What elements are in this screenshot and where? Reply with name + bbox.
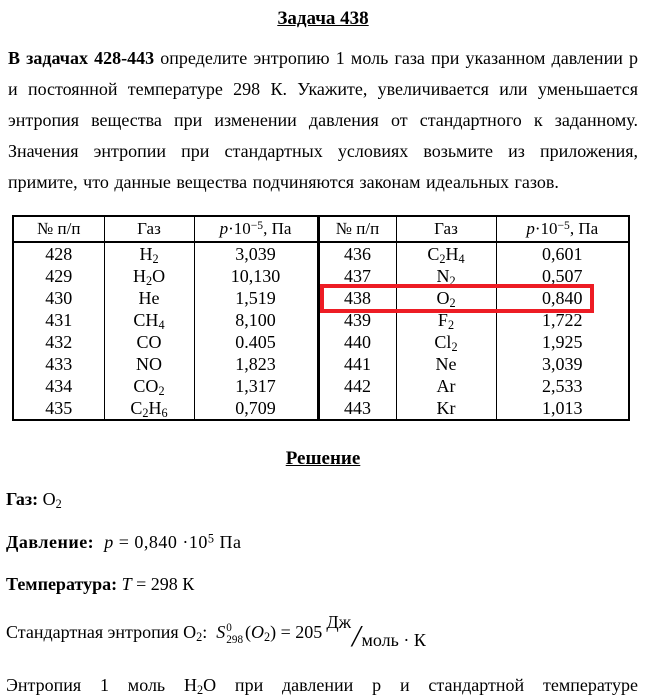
table-cell: 436 [318, 242, 396, 265]
solution-pressure-line [6, 532, 638, 553]
table-header-row [13, 216, 629, 242]
entropy-supsub [226, 622, 243, 646]
table-cell: 8,100 [194, 309, 318, 331]
table-cell: 441 [318, 353, 396, 375]
fraction-slash: / [352, 618, 361, 653]
problem-title-text: Задача 438 [277, 8, 369, 29]
table-cell: 428 [45, 244, 73, 264]
entropy-formula [216, 612, 426, 653]
table-cell: 1,519 [194, 287, 318, 309]
table-row [13, 265, 629, 287]
entropy-superscript: 0 [226, 621, 232, 634]
table-row [13, 309, 629, 331]
table-cell: 1,013 [496, 397, 629, 420]
problem-title [0, 0, 646, 30]
table-cell: 442 [318, 375, 396, 397]
table-cell: Ar [396, 375, 496, 397]
table-cell: 439 [318, 309, 396, 331]
table-row [13, 331, 629, 353]
entropy-value: = 205 [280, 621, 323, 642]
col-header-gas-right: Газ [396, 216, 496, 242]
fraction-numerator: Дж [326, 612, 352, 632]
problem-statement [8, 43, 638, 198]
pressure-formula: $p = 0,840 \cdot 10^5$ Па [104, 531, 242, 552]
table-cell: 3,039 [194, 242, 318, 265]
table-cell: 432 [45, 332, 73, 352]
solution-temperature-line [6, 574, 638, 595]
table-cell: 443 [318, 397, 396, 420]
table-row [13, 353, 629, 375]
table-row-438 [13, 287, 629, 309]
table-row [13, 375, 629, 397]
table-cell: $F_2$ [396, 309, 496, 331]
table-cell: $Cl_2$ [396, 331, 496, 353]
table-cell: Kr [396, 397, 496, 420]
table-cell: $H_2$ [104, 242, 194, 265]
table-cell: $H_2O$ [104, 265, 194, 287]
table-cell: 3,039 [496, 353, 629, 375]
col-header-pressure-left: $p\cdot 10^{-5}$, Па [194, 216, 318, 242]
table-cell: Ne [396, 353, 496, 375]
gas-value: $O_2$ [42, 489, 62, 512]
table-row [13, 242, 629, 265]
table-cell: CO [104, 331, 194, 353]
solution-gas-line [6, 489, 638, 510]
table-cell: $CO_2$ [104, 375, 194, 397]
table-cell: 2,533 [496, 375, 629, 397]
col-header-num-right: № п/п [318, 216, 396, 242]
table-cell: 1,722 [496, 309, 629, 331]
solution-heading [0, 448, 646, 470]
entropy-subscript: 298 [226, 633, 244, 646]
entropy-label: Стандартная энтропия $O_2$: [6, 621, 208, 644]
table-cell: 0,709 [194, 397, 318, 420]
entropy-argument: $(O_2)$ [245, 621, 277, 644]
table-cell: He [104, 287, 194, 309]
gas-label: Газ: [6, 489, 39, 509]
col-header-gas-left: Газ [104, 216, 194, 242]
table-cell: NO [104, 353, 194, 375]
table-cell: 431 [45, 310, 73, 330]
table-cell: $CH_4$ [104, 309, 194, 331]
table-cell: $C_2H_6$ [104, 397, 194, 420]
table-cell: 1,925 [496, 331, 629, 353]
gas-table-wrapper [12, 215, 628, 421]
temperature-label: Температура: [6, 574, 118, 594]
entropy-symbol: S [216, 621, 226, 642]
table-cell: $C_2H_4$ [396, 242, 496, 265]
table-cell: 440 [318, 331, 396, 353]
closing-line: Энтропия 1 моль $H_2O$ при давлении р и стандартной температуре [6, 675, 638, 698]
table-cell: 430 [45, 288, 73, 308]
col-header-num-left: № п/п [13, 216, 104, 242]
solution-entropy-line [6, 612, 638, 656]
solution-heading-text: Решение [285, 448, 361, 469]
table-cell-438-gas: $O_2$ [396, 287, 496, 309]
table-cell: 434 [45, 376, 73, 396]
table-cell: 10,130 [194, 265, 318, 287]
table-cell: 1,823 [194, 353, 318, 375]
table-cell-438-pressure: 0,840 [496, 287, 629, 309]
col-header-pressure-right: $p\cdot 10^{-5}$, Па [496, 216, 629, 242]
table-cell: 0.405 [194, 331, 318, 353]
entropy-units-fraction [326, 612, 426, 653]
gas-table [12, 215, 630, 421]
table-cell-438-num: 438 [318, 287, 396, 309]
temperature-formula: T = 298 К [121, 574, 195, 594]
fraction-denominator: моль · К [361, 629, 426, 650]
table-cell: 437 [318, 265, 396, 287]
table-cell: 435 [45, 398, 73, 418]
problem-text: определите энтропию 1 моль газа при указанном давлении р и постоянной температуре 298 К. Укажите, увеличивается или уменьшается энтропия вещества при изменении давления от стандартного к заданному. Значения энтропии при стандартных условиях возьмите из приложения, примите, что данные вещества подчиняются законам идеальных газов. [8, 48, 638, 192]
pressure-label: Давление: [6, 532, 95, 552]
table-row [13, 397, 629, 420]
table-cell: 429 [45, 266, 73, 286]
table-cell: $N_2$ [396, 265, 496, 287]
table-cell: 0,507 [496, 265, 629, 287]
table-cell: 1,317 [194, 375, 318, 397]
table-cell: 433 [45, 354, 73, 374]
table-cell: 0,601 [496, 242, 629, 265]
problem-range: В задачах 428-443 [8, 48, 155, 68]
